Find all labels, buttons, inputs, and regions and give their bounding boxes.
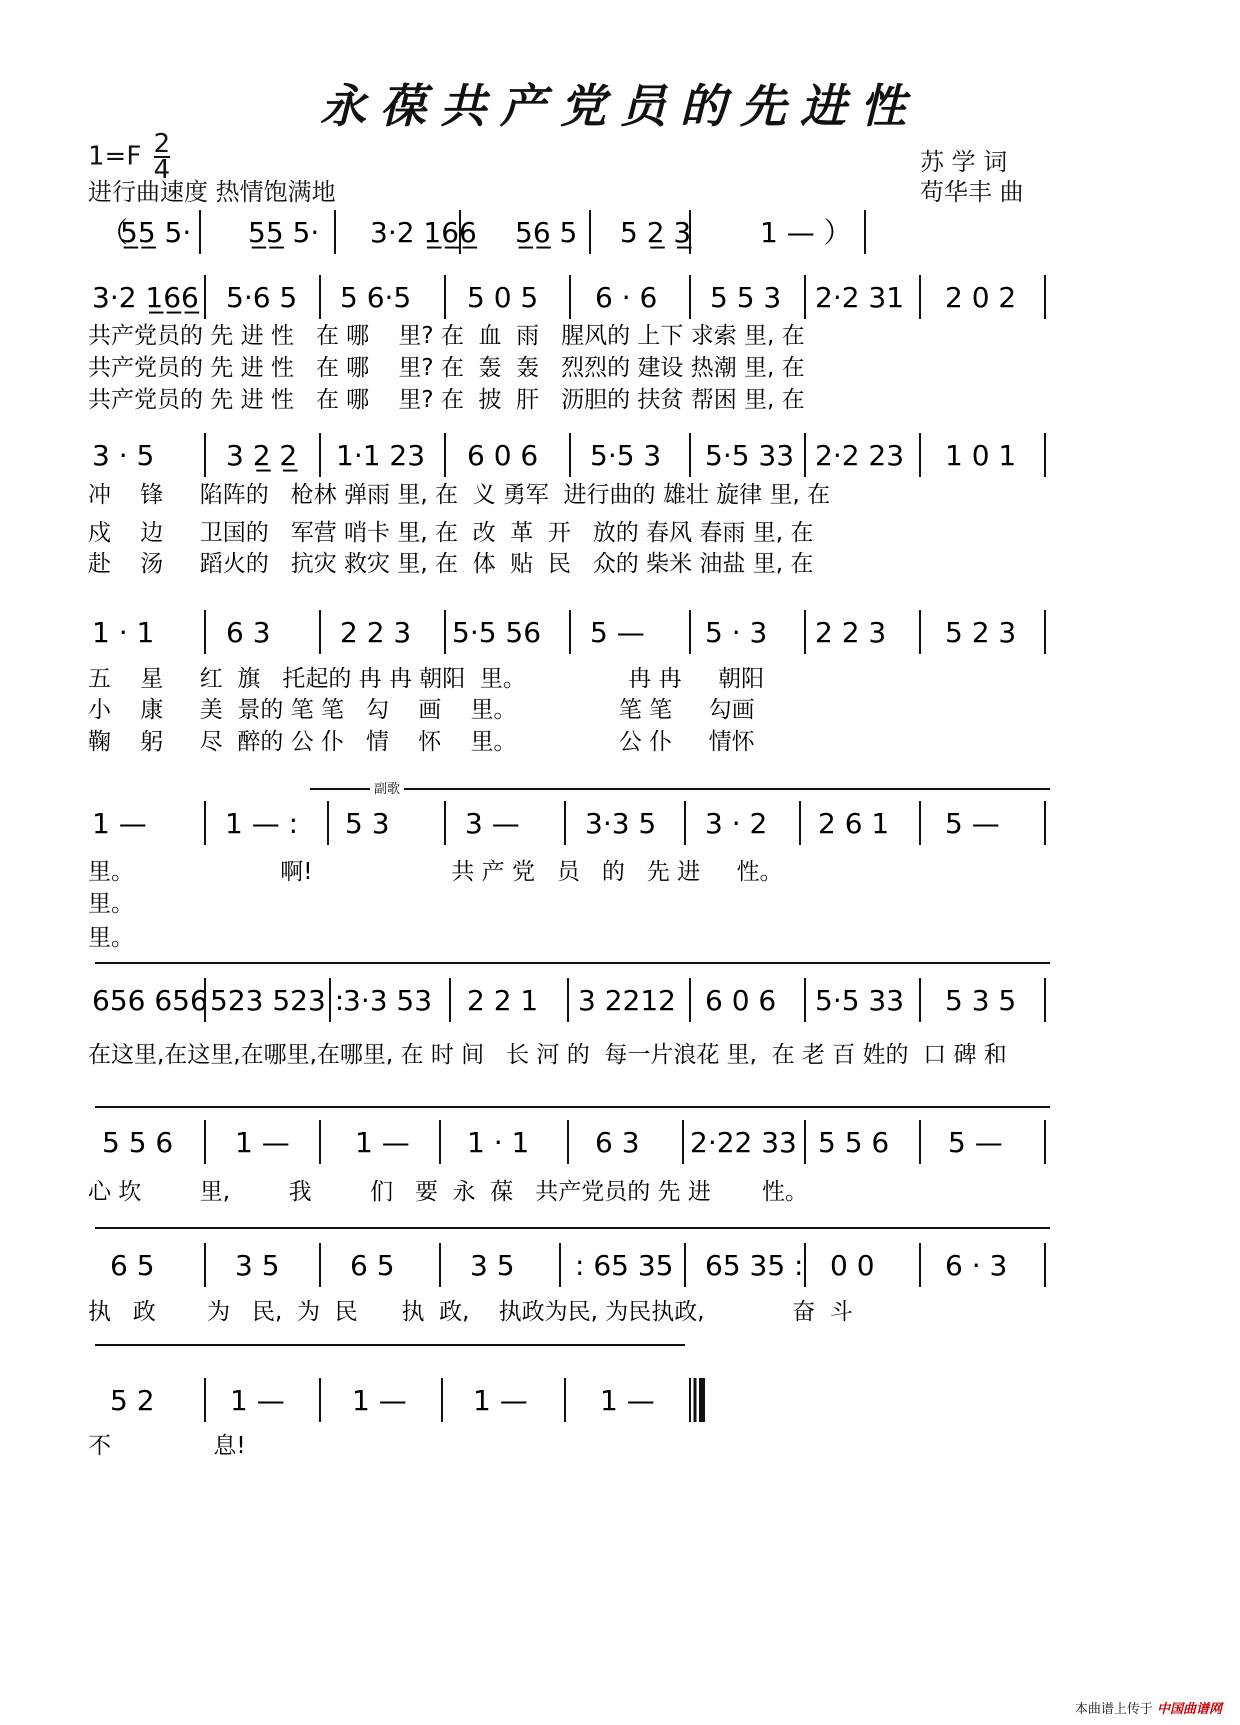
notation-measure: 6 3 [595,1126,640,1159]
notation-measure: 1 — [230,1384,285,1417]
key-label: 1=F [88,141,142,172]
notation-measure: 5 3 [345,807,390,840]
notation-measure: 523 523 : [210,984,345,1017]
lyric-line: 在这里,在这里,在哪里,在哪里, 在 时 间 长 河 的 每一片浪花 里, 在 老 百 姓的 口 碑 和 [88,1042,1007,1068]
notation-measure: 2 2 3 [815,616,887,649]
notation-measure: 1 — [92,807,147,840]
lyric-line: 共产党员的 先 进 性 在 哪 里? 在 血 雨 腥风的 上下 求索 里, 在 [88,323,805,349]
notation-measure: 3 — [465,807,520,840]
notation-measure: 5 2 [110,1384,155,1417]
lyric-line: 小 康 美 景的 笔 笔 勾 画 里。 笔 笔 勾画 [88,697,755,723]
footer-prefix: 本曲谱上传于 [1074,1702,1153,1717]
notation-measure: 3 5 [470,1249,515,1282]
notation-measure: 6 5 [350,1249,395,1282]
notation-measure: 2·22 33 [690,1126,797,1159]
notation-measure: 65 35 : [705,1249,804,1282]
notation-measure: 5 — [945,807,1000,840]
notation-measure: 3 · 2 [705,807,768,840]
notation-measure: 5 3 5 [945,984,1017,1017]
notation-measure: 1 — [235,1126,290,1159]
song-title: 永葆共产党员的先进性 [320,79,920,133]
notation-measure: 1 0 1 [945,439,1017,472]
notation-measure: 2 0 2 [945,281,1017,314]
notation-measure: 6 0 6 [467,439,539,472]
notation-measure: 1 — [600,1384,655,1417]
notation-measure: 5 · 3 [705,616,768,649]
composer-credit: 苟华丰 曲 [920,178,1024,206]
notation-measure: 3 5 [235,1249,280,1282]
notation-measure: 5·5 33 [815,984,905,1017]
footer-credit [1075,1698,1222,1717]
notation-measure: 0 0 [830,1249,875,1282]
notation-measure: 5·6 5 [226,281,298,314]
lyric-line: 执 政 为 民, 为 民 执 政, 执政为民, 为民执政, 奋 斗 [88,1299,853,1325]
tempo-marking: 进行曲速度 热情饱满地 [88,178,336,206]
notation-measure: 5 0 5 [467,281,539,314]
notation-measure: 6 · 6 [595,281,658,314]
notation-measure: 656 656 [92,984,208,1017]
notation-measure: 2·2 23 [815,439,905,472]
notation-measure: 5 — [948,1126,1003,1159]
notation-measure: 3 2212 [578,984,676,1017]
notation-measure: 2·2 31 [815,281,905,314]
notation-measure: 1 — ） [760,216,852,249]
notation-measure: 1 — [352,1384,407,1417]
lyric-line: 冲 锋 陷阵的 枪林 弹雨 里, 在 义 勇军 进行曲的 雄壮 旋律 里, 在 [88,482,831,508]
notation-measure: 6 0 6 [705,984,777,1017]
lyric-line: 五 星 红 旗 托起的 冉 冉 朝阳 里。 冉 冉 朝阳 [88,666,765,692]
lyric-line: 不 息! [88,1433,246,1459]
notation-measure: 6 · 3 [945,1249,1008,1282]
lyric-line: 戍 边 卫国的 军营 哨卡 里, 在 改 革 开 放的 春风 春雨 里, 在 [88,520,814,546]
notation-measure: 1 — : [225,807,299,840]
notation-measure: 5̲6̲ 5 [515,216,578,249]
lyric-line: 鞠 躬 尽 醉的 公 仆 情 怀 里。 公 仆 情怀 [88,729,755,755]
chorus-label: 副歌 [370,778,404,797]
notation-measure: 5 2̲ 3̲ [620,216,692,249]
notation-measure: 3·3 53 [343,984,433,1017]
time-top: 2 [153,129,171,159]
time-bottom: 4 [153,155,171,185]
notation-measure: 2 2 1 [467,984,539,1017]
lyric-line: 赴 汤 蹈火的 抗灾 救灾 里, 在 体 贴 民 众的 柴米 油盐 里, 在 [88,551,814,577]
notation-measure: 5 2 3 [945,616,1017,649]
lyricist-credit: 苏 学 词 [920,148,1008,176]
notation-measure: 3·2 1̲6̲6̲ [92,281,199,314]
notation-measure: 5·5 33 [705,439,795,472]
notation-measure: 3·3 5 [585,807,657,840]
notation-measure: 3 2̲ 2̲ [226,439,298,472]
site-logo: 中国曲谱网 [1156,1702,1222,1717]
notation-measure: 5̲5̲ 5· [120,216,192,249]
lyric-line: 共产党员的 先 进 性 在 哪 里? 在 轰 轰 烈烈的 建设 热潮 里, 在 [88,355,805,381]
notation-measure: 5 5 6 [102,1126,174,1159]
notation-measure: 6 3 [226,616,271,649]
lyric-line: 里。 [88,925,134,951]
notation-measure: 5 — [590,616,645,649]
notation-measure: 5·5 56 [452,616,542,649]
lyric-line: 里。 [88,891,134,917]
notation-measure: 2 2 3 [340,616,412,649]
notation-measure: 3 · 5 [92,439,155,472]
lyric-line: 里。 啊! 共 产 党 员 的 先 进 性。 [88,859,783,885]
lyric-line: 心 坎 里, 我 们 要 永 葆 共产党员的 先 进 性。 [88,1179,808,1205]
notation-measure: 5·5 3 [590,439,662,472]
notation-measure: : 65 35 [575,1249,674,1282]
notation-measure: 1 · 1 [467,1126,530,1159]
notation-measure: 5 5 6 [818,1126,890,1159]
notation-measure: 6 5 [110,1249,155,1282]
notation-measure: 5̲5̲ 5· [248,216,320,249]
notation-measure: 5 5 3 [710,281,782,314]
lyric-line: 共产党员的 先 进 性 在 哪 里? 在 披 肝 沥胆的 扶贫 帮困 里, 在 [88,387,805,413]
notation-measure: 5 6·5 [340,281,412,314]
notation-measure: （ [100,216,129,249]
notation-measure: 1 · 1 [92,616,155,649]
notation-measure: 1 — [355,1126,410,1159]
notation-measure: 1 — [473,1384,528,1417]
notation-measure: 1·1 23 [336,439,426,472]
notation-measure: 3·2 1̲6̲6̲ [370,216,477,249]
notation-measure: 2 6 1 [818,807,890,840]
